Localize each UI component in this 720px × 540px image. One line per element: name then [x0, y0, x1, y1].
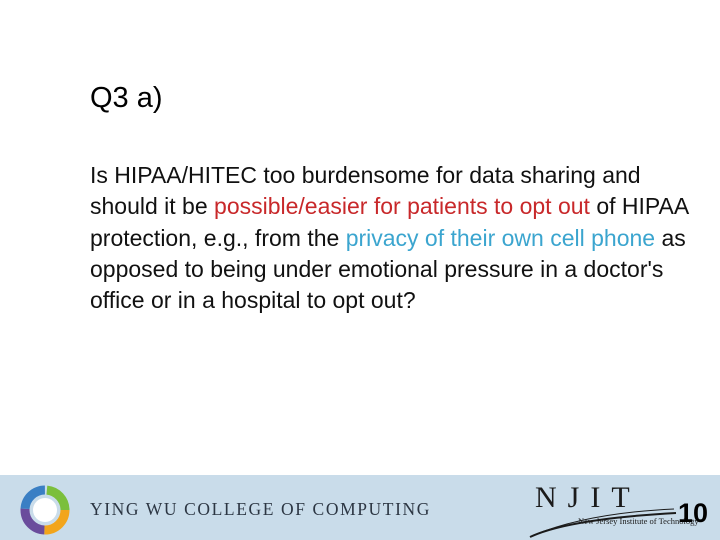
footer-banner — [0, 475, 720, 540]
question-text-part-3: as opposed to being under emotional pressure in a doctor's office or in a hospital to opt out? — [90, 224, 686, 314]
question-text-part-1: Is HIPAA/HITEC too burdensome for data sharing and should it be — [90, 162, 641, 220]
college-logo-icon — [18, 483, 72, 537]
njit-tagline: New Jersey Institute of Technology — [578, 516, 699, 526]
question-text-part-2: of HIPAA protection, e.g., from the — [90, 193, 688, 251]
college-name: YING WU COLLEGE OF COMPUTING — [90, 499, 431, 519]
highlight-opt-out: possible/easier for patients to opt out — [214, 193, 590, 220]
njit-logo-text: NJIT — [535, 481, 641, 514]
highlight-cell-phone-privacy: privacy of their own cell phone — [345, 224, 656, 251]
slide-title: Q3 a) — [90, 82, 163, 114]
slide-number: 10 — [678, 498, 709, 528]
question-text — [90, 160, 710, 316]
